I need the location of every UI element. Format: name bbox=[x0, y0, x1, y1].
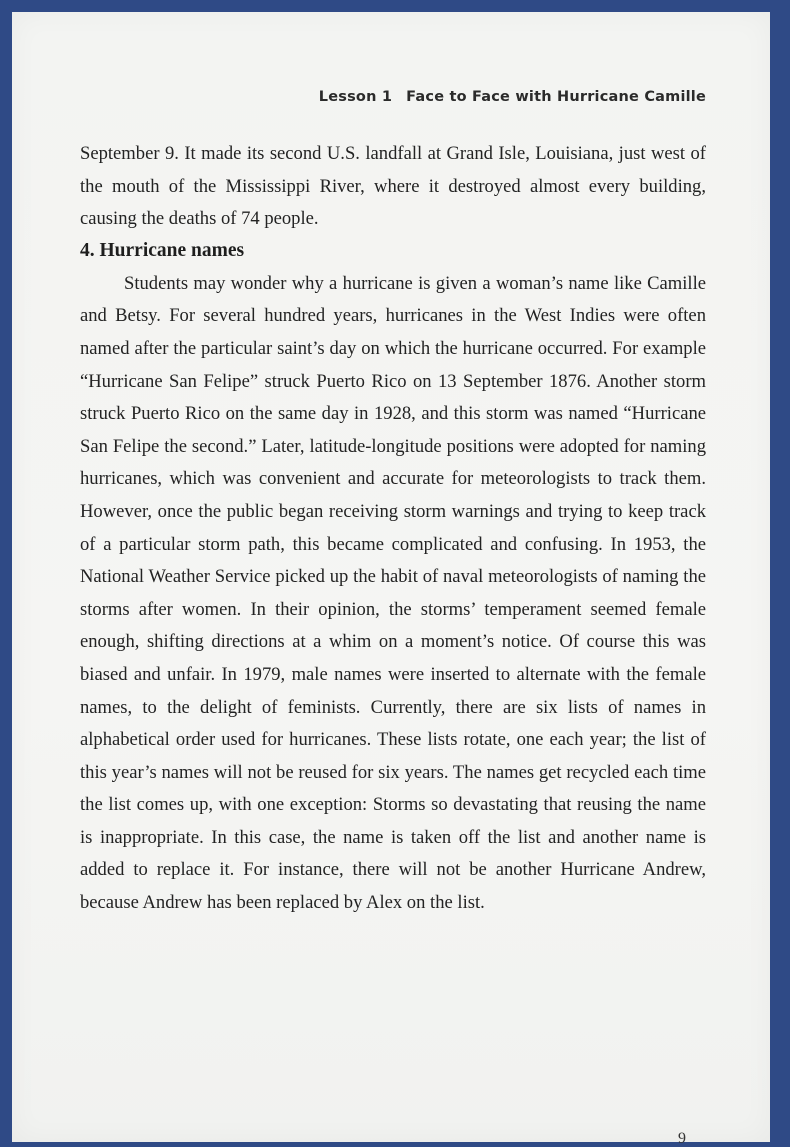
section-heading: 4. Hurricane names bbox=[80, 239, 245, 261]
lesson-title: Face to Face with Hurricane Camille bbox=[406, 89, 706, 105]
lesson-label: Lesson 1 bbox=[318, 89, 393, 105]
page-content bbox=[80, 138, 706, 920]
page-number: 9 bbox=[678, 1130, 686, 1147]
running-header bbox=[319, 89, 706, 105]
intro-paragraph: September 9. It made its second U.S. landfall at Grand Isle, Louisiana, just west of the mouth of the Mississippi River, where it destroyed almost every building, causing the deaths of 74 people. bbox=[80, 143, 706, 230]
book-page bbox=[12, 12, 770, 1147]
section-paragraph: Students may wonder why a hurricane is given a woman’s name like Camille and Betsy. For several hundred years, hurricanes in the West Indies were often named after the particular saint’s day on which the hurricane occurred. For example “Hurricane San Felipe” struck Puerto Rico on 13 September 1876. Another storm struck Puerto Rico on the same day in 1928, and this storm was named “Hurricane San Felipe the second.” Later, latitude-longitude positions were adopted for naming hurricanes, which was convenient and accurate for meteorologists to track them. However, once the public began receiving storm warnings and trying to keep track of a particular storm path, this became complicated and confusing. In 1953, the National Weather Service picked up the habit of naval meteorologists of naming the storms after women. In their opinion, the storms’ temperament seemed female enough, shifting directions at a whim on a moment’s notice. Of course this was biased and unfair. In 1979, male names were inserted to alternate with the female names, to the delight of feminists. Currently, there are six lists of names in alphabetical order used for hurricanes. These lists rotate, one each year; the list of this year’s names will not be reused for six years. The names get recycled each time the list comes up, with one exception: Storms so devastating that reusing the name is inappropriate. In this case, the name is taken off the list and another name is added to replace it. For instance, there will not be another Hurricane Andrew, because Andrew has been replaced by Alex on the list. bbox=[80, 272, 706, 914]
